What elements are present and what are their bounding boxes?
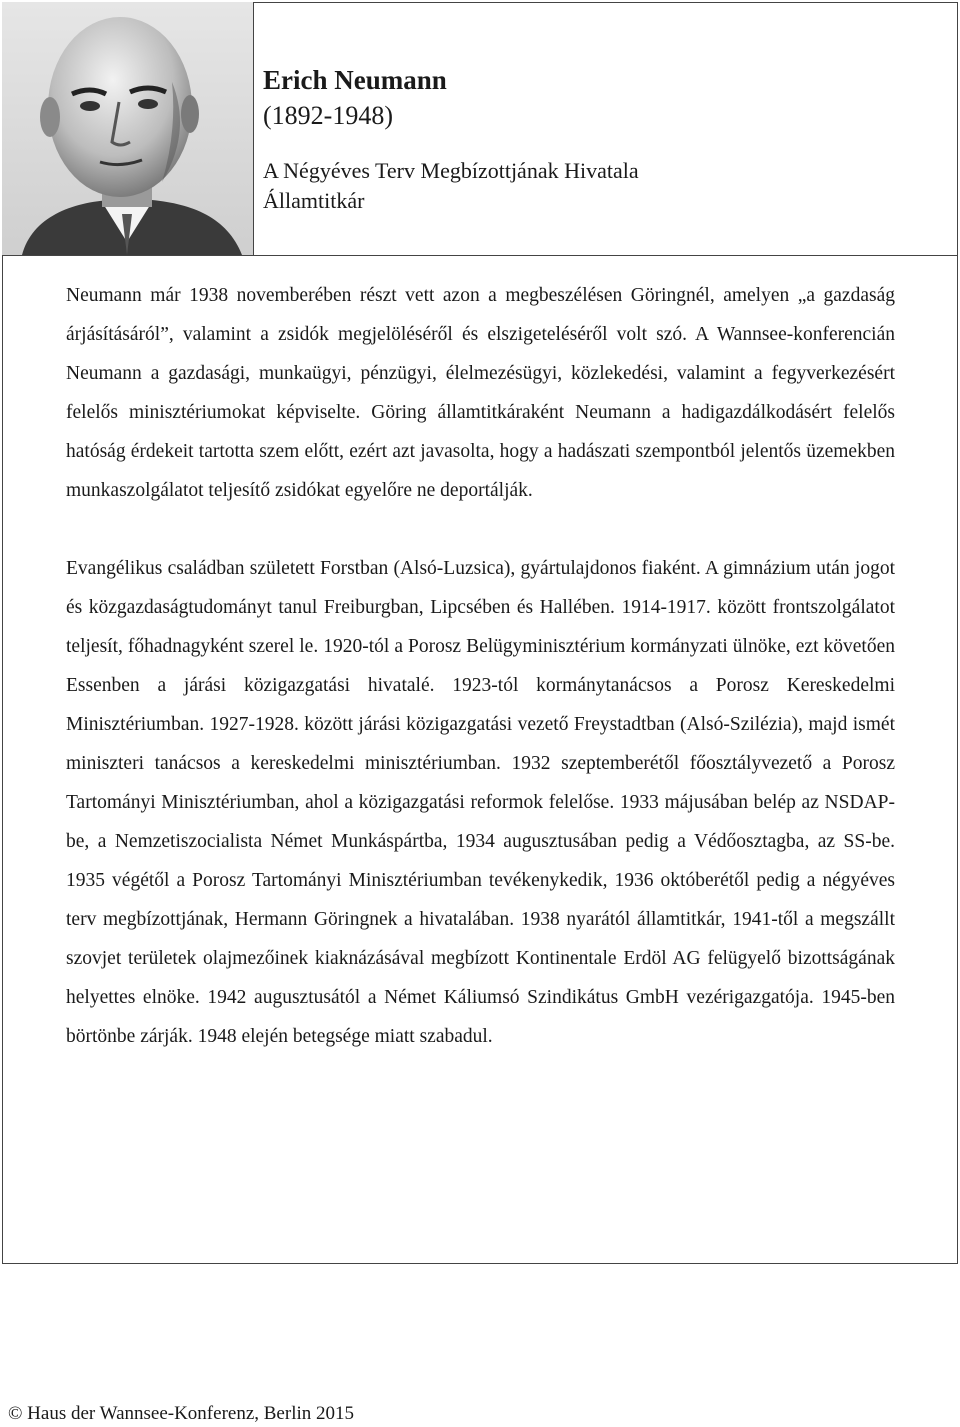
position-title: Államtitkár: [263, 188, 365, 213]
copyright-footer: © Haus der Wannsee-Konferenz, Berlin 2015: [8, 1403, 354, 1424]
person-name: Erich Neumann: [263, 65, 447, 95]
paragraph-wannsee: Neumann már 1938 novemberében részt vett azon a megbeszélésen Göringnél, amelyen „a gazdaság árjásításáról”, valamint a zsidók megjelöléséről és elszigeteléséről volt szó. A Wannsee-konferencián Neumann a gazdasági, munkaügyi, pénzügyi, élelmezésügyi, közlekedési, valamint a fegyverkezésért felelős minisztériumokat képviselte. Göring államtitkáraként Neumann a hadigazdálkodásért felelős hatóság érdekeit tartotta szem előtt, ezért azt javasolta, hogy a hadászati szempontból jelentős üzemekben munkaszolgálatot teljesítő zsidókat egyelőre ne deportálják.: [66, 285, 895, 501]
paragraph-biography: Evangélikus családban született Forstban (Alsó-Luzsica), gyártulajdonos fiaként. A gimnázium után jogot és közgazdaságtudományt tanul Freiburgban, Lipcsében és Hallében. 1914-1917. között frontszolgálatot teljesít, főhadnagyként szerel le. 1920-tól a Porosz Belügyminisztérium kormányzati ülnöke, ezt követően Essenben a járási közigazgatási hivatalé. 1923-tól kormánytanácsos a Porosz Kereskedelmi Minisztériumban. 1927-1928. között járási közigazgatási vezető Freystadtban (Alsó-Szilézia), majd ismét miniszteri tanácsos a kereskedelmi minisztériumban. 1932 szeptemberétől főosztályvezető a Porosz Tartományi Minisztériumban, ahol a közigazgatási reformok felelőse. 1933 májusában belép az NSDAP-be, a Nemzetiszocialista Német Munkáspártba, 1934 augusztusában pedig a Védőosztagba, az SS-be. 1935 végétől a Porosz Tartományi Minisztériumban tevékenykedik, 1936 októberétől pedig a négyéves terv megbízottjának, Hermann Göringnek a hivatalában. 1938 nyarától államtitkár, 1941-től a megszállt szovjet területek olajmezőinek kiaknázásával megbízott Kontinentale Erdöl AG felügyelő bizottságának helyettes elnöke. 1942 augusztusától a Német Káliumsó Szindikátus GmbH vezérigazgatója. 1945-ben börtönbe zárják. 1948 elején betegsége miatt szabadul.: [66, 558, 895, 1047]
agency-title: A Négyéves Terv Megbízottjának Hivatala: [263, 158, 639, 183]
header-divider: [253, 255, 958, 256]
header: [263, 62, 639, 216]
life-years: (1892-1948): [263, 101, 393, 130]
portrait-image: [2, 2, 253, 255]
portrait-photo: [2, 2, 254, 256]
biography-body: [66, 276, 895, 1056]
